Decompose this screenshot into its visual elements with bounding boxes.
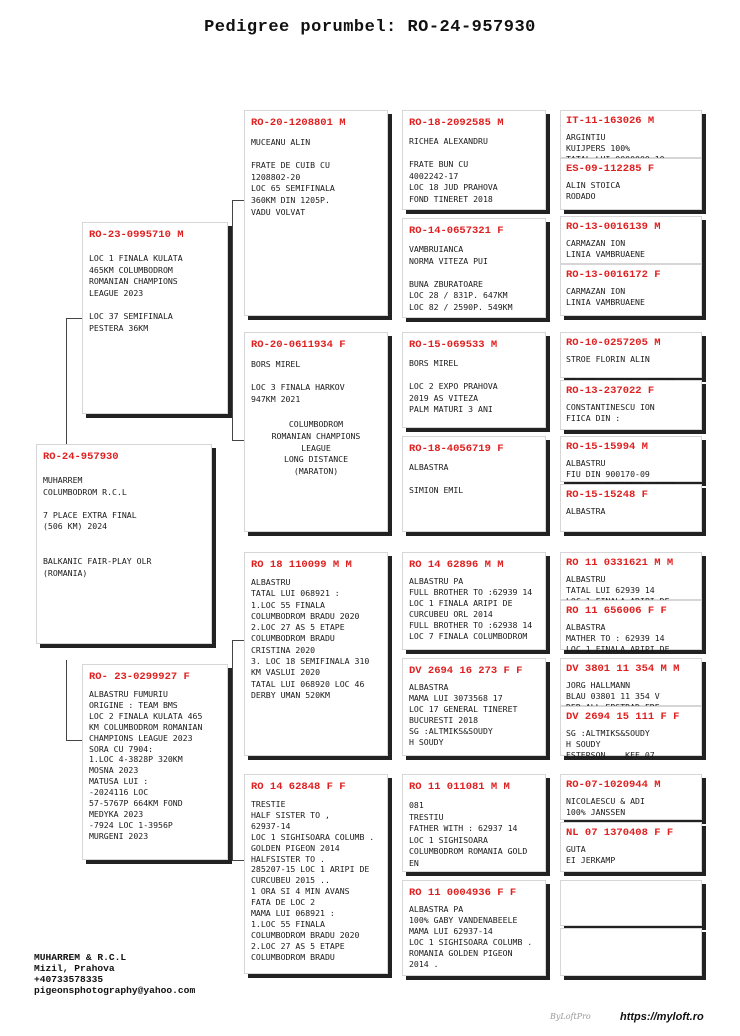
pedigree-card-gen4[interactable] <box>402 218 546 318</box>
owner-contact <box>34 952 195 996</box>
pedigree-card-gen5[interactable] <box>560 484 702 532</box>
ring-number: RO-13-0016139 M <box>566 221 661 233</box>
website-link[interactable]: https://myloft.ro <box>620 1011 704 1023</box>
pedigree-card-dam-sire[interactable] <box>244 552 388 756</box>
pedigree-card-gen4[interactable] <box>402 110 546 210</box>
connector-line <box>232 200 233 440</box>
card-notes: 081 TRESTIU FATHER WITH : 62937 14 LOC 1 SIGHISOARA COLUMBODROM ROMANIA GOLD EN <box>409 800 528 868</box>
pedigree-card-gen4[interactable] <box>402 774 546 872</box>
pedigree-card-gen5[interactable] <box>560 774 702 820</box>
pedigree-card-gen5[interactable] <box>560 264 702 316</box>
connector-line <box>66 660 67 740</box>
card-notes: ALBASTRU FUMURIU ORIGINE : TEAM BMS LOC 2 FINALA KULATA 465 KM COLUMBODROM ROMANIAN CHAMPIONS LEAGUE 2023 SORA CU 7904: 1.LOC 4-3828P 320KM MOSNA 2023 MATUSA LUI : -2024116 LOC 57-5767P 664KM FOND MEDYKA 2023 -7924 LOC 1-3956P MURGENI 2023 <box>89 689 203 841</box>
card-notes: ALBASTRA MAMA LUI 3073568 17 LOC 17 GENERAL TINERET BUCURESTI 2018 SG :ALTMIKS&SOUDY H SOUDY <box>409 682 518 748</box>
card-notes: ALBASTRA SIMION EMIL <box>409 462 464 496</box>
card-notes-centered: COLUMBODROM ROMANIAN CHAMPIONS LEAGUE LONG DISTANCE (MARATON) <box>271 419 361 476</box>
ring-number: RO 18 110099 M M <box>251 559 352 571</box>
page-title: Pedigree porumbel: RO-24-957930 <box>204 18 536 37</box>
card-notes: NICOLAESCU & ADI 100% JANSSEN <box>566 796 645 818</box>
ring-number: RO-14-0657321 F <box>409 225 504 237</box>
card-notes: CONSTANTINESCU ION FIICA DIN : <box>566 402 655 424</box>
pedigree-card-gen5-empty[interactable] <box>560 928 702 976</box>
ring-number: RO 11 656006 F F <box>566 605 667 617</box>
ring-number: RO- 23-0299927 F <box>89 671 190 683</box>
card-notes: ALBASTRA <box>566 506 606 516</box>
ring-number: RO-18-4056719 F <box>409 443 504 455</box>
ring-number: RO 11 011081 M M <box>409 781 510 793</box>
card-notes: MUHARREM COLUMBODROM R.C.L 7 PLACE EXTRA FINAL (506 KM) 2024 BALKANIC FAIR-PLAY OLR (ROMANIA) <box>43 475 152 578</box>
ring-number: RO-10-0257205 M <box>566 337 661 349</box>
card-notes: BORS MIREL LOC 3 FINALA HARKOV 947KM 2021 <box>251 359 345 404</box>
connector-line <box>232 640 233 860</box>
pedigree-card-gen5-empty[interactable] <box>560 880 702 926</box>
card-notes: SG :ALTMIKS&SOUDY H SOUDY ESTERSON KEE 07 <box>566 728 655 761</box>
ring-number: DV 3801 11 354 M M <box>566 663 680 675</box>
ring-number: ES-09-112285 F <box>566 163 655 175</box>
pedigree-card-gen5[interactable] <box>560 822 702 872</box>
owner-name: MUHARREM & R.C.L <box>34 952 127 963</box>
ring-number: IT-11-163026 M <box>566 115 655 127</box>
connector-line <box>66 318 82 319</box>
connector-line <box>232 860 244 861</box>
pedigree-card-sire-sire[interactable] <box>244 110 388 316</box>
pedigree-card-subject[interactable] <box>36 444 212 644</box>
ring-number: RO 11 0331621 M M <box>566 557 674 569</box>
card-notes: ALIN STOICA RODADO <box>566 180 621 202</box>
card-notes: RICHEA ALEXANDRU FRATE BUN CU 4002242-17 LOC 18 JUD PRAHOVA FOND TINERET 2018 <box>409 136 498 204</box>
pedigree-card-sire[interactable] <box>82 222 228 414</box>
ring-number: RO-15-069533 M <box>409 339 498 351</box>
pedigree-card-gen5[interactable] <box>560 552 702 600</box>
card-notes: ALBASTRU TATAL LUI 068921 : 1.LOC 55 FINALA COLUMBODROM BRADU 2020 2.LOC 27 AS 5 ETAPE COLUMBODROM BRADU CRISTINA 2020 3. LOC 18 SEMIFINALA 310 KM VASLUI 2020 TATAL LUI 068920 LOC 46 DERBY UMAN 520KM <box>251 577 370 700</box>
card-notes: JORG HALLMANN BLAU 03801 11 354 V <box>566 680 660 702</box>
pedigree-card-dam[interactable] <box>82 664 228 860</box>
ring-number: RO-20-0611934 F <box>251 339 346 351</box>
signature-mark: ByLoftPro <box>550 1012 591 1021</box>
connector-line <box>66 740 82 741</box>
ring-number: RO 11 0004936 F F <box>409 887 517 899</box>
card-notes: MUCEANU ALIN FRATE DE CUIB CU 1208802-20 LOC 65 SEMIFINALA 360KM DIN 1205P. VADU VOLVAT <box>251 137 335 217</box>
pedigree-card-gen4[interactable] <box>402 658 546 756</box>
owner-phone: +40733578335 <box>34 974 104 985</box>
connector-line <box>232 200 244 201</box>
owner-city: Mizil, Prahova <box>34 963 115 974</box>
card-notes: CARMAZAN ION LINIA VAMBRUAENE <box>566 286 645 308</box>
pedigree-card-gen5[interactable] <box>560 380 702 430</box>
ring-number: RO-20-1208801 M <box>251 117 346 129</box>
ring-number: RO-13-237022 F <box>566 385 655 397</box>
card-notes: ALBASTRA PA 100% GABY VANDENABEELE MAMA LUI 62937-14 LOC 1 SIGHISOARA COLUMB . ROMANIA GOLDEN PIGEON 2014 . <box>409 904 533 970</box>
card-notes: TRESTIE HALF SISTER TO , 62937-14 LOC 1 SIGHISOARA COLUMB . GOLDEN PIGEON 2014 HALFSISTER TO . 285207-15 LOC 1 ARIPI DE CURCUBEU 2015 .. 1 ORA SI 4 MIN AVANS FATA DE LOC 2 MAMA LUI 068921 : 1.LOC 55 FINALA COLUMBODROM BRADU 2020 2.LOC 27 AS 5 ETAPE COLUMBODROM BRADU <box>251 799 375 962</box>
ring-number: RO-07-1020944 M <box>566 779 661 791</box>
card-notes: STROE FLORIN ALIN <box>566 354 650 364</box>
ring-number: RO-24-957930 <box>43 451 119 463</box>
ring-number: RO-13-0016172 F <box>566 269 661 281</box>
card-notes: CARMAZAN ION LINIA VAMBRUAENE <box>566 238 645 260</box>
card-notes: LOC 1 FINALA KULATA 465KM COLUMBODROM ROMANIAN CHAMPIONS LEAGUE 2023 LOC 37 SEMIFINALA PESTERA 36KM <box>89 253 183 333</box>
card-notes: GUTA EI JERKAMP <box>566 844 616 866</box>
ring-number: DV 2694 16 273 F F <box>409 665 523 677</box>
card-notes: VAMBRUIANCA NORMA VITEZA PUI BUNA ZBURATOARE LOC 28 / 831P. 647KM LOC 82 / 2590P. 549KM <box>409 244 513 312</box>
pedigree-card-dam-dam[interactable] <box>244 774 388 974</box>
pedigree-card-gen4[interactable] <box>402 436 546 532</box>
card-notes: ALBASTRU FIU DIN 900170-09 <box>566 458 650 480</box>
card-notes: ALBASTRA MATHER TO : 62939 14 LOC 1 FINALA ARIPI DE <box>566 622 670 655</box>
pedigree-card-gen4[interactable] <box>402 332 546 428</box>
pedigree-card-gen5[interactable] <box>560 158 702 210</box>
pedigree-card-gen4[interactable] <box>402 552 546 650</box>
pedigree-card-gen5[interactable] <box>560 658 702 706</box>
card-notes: ARGINTIU KUIJPERS 100% <box>566 132 631 154</box>
ring-number: RO-23-0995710 M <box>89 229 184 241</box>
connector-line <box>232 640 244 641</box>
pedigree-card-gen5[interactable] <box>560 600 702 655</box>
ring-number: RO-18-2092585 M <box>409 117 504 129</box>
ring-number: DV 2694 15 111 F F <box>566 711 680 723</box>
pedigree-card-gen5[interactable] <box>560 216 702 264</box>
connector-line <box>232 440 244 441</box>
ring-number: NL 07 1370408 F F <box>566 827 674 839</box>
pedigree-card-gen5[interactable] <box>560 706 702 761</box>
pedigree-card-gen5[interactable] <box>560 436 702 482</box>
pedigree-card-gen4[interactable] <box>402 880 546 976</box>
ring-number: RO 14 62896 M M <box>409 559 504 571</box>
card-notes: ALBASTRU PA FULL BROTHER TO :62939 14 LOC 1 FINALA ARIPI DE CURCUBEU ORL 2014 FULL BROTHER TO :62938 14 LOC 7 FINALA COLUMBODROM <box>409 576 533 642</box>
pedigree-card-gen5[interactable] <box>560 110 702 158</box>
card-notes: ALBASTRU TATAL LUI 62939 14 <box>566 574 655 596</box>
ring-number: RO-15-15248 F <box>566 489 648 501</box>
card-notes: BORS MIREL LOC 2 EXPO PRAHOVA 2019 AS VITEZA PALM MATURI 3 ANI <box>409 358 498 415</box>
pedigree-card-sire-dam[interactable] <box>244 332 388 532</box>
ring-number: RO-15-15994 M <box>566 441 648 453</box>
pedigree-card-gen5[interactable] <box>560 332 702 378</box>
owner-email[interactable]: pigeonsphotography@yahoo.com <box>34 985 196 996</box>
ring-number: RO 14 62848 F F <box>251 781 346 793</box>
